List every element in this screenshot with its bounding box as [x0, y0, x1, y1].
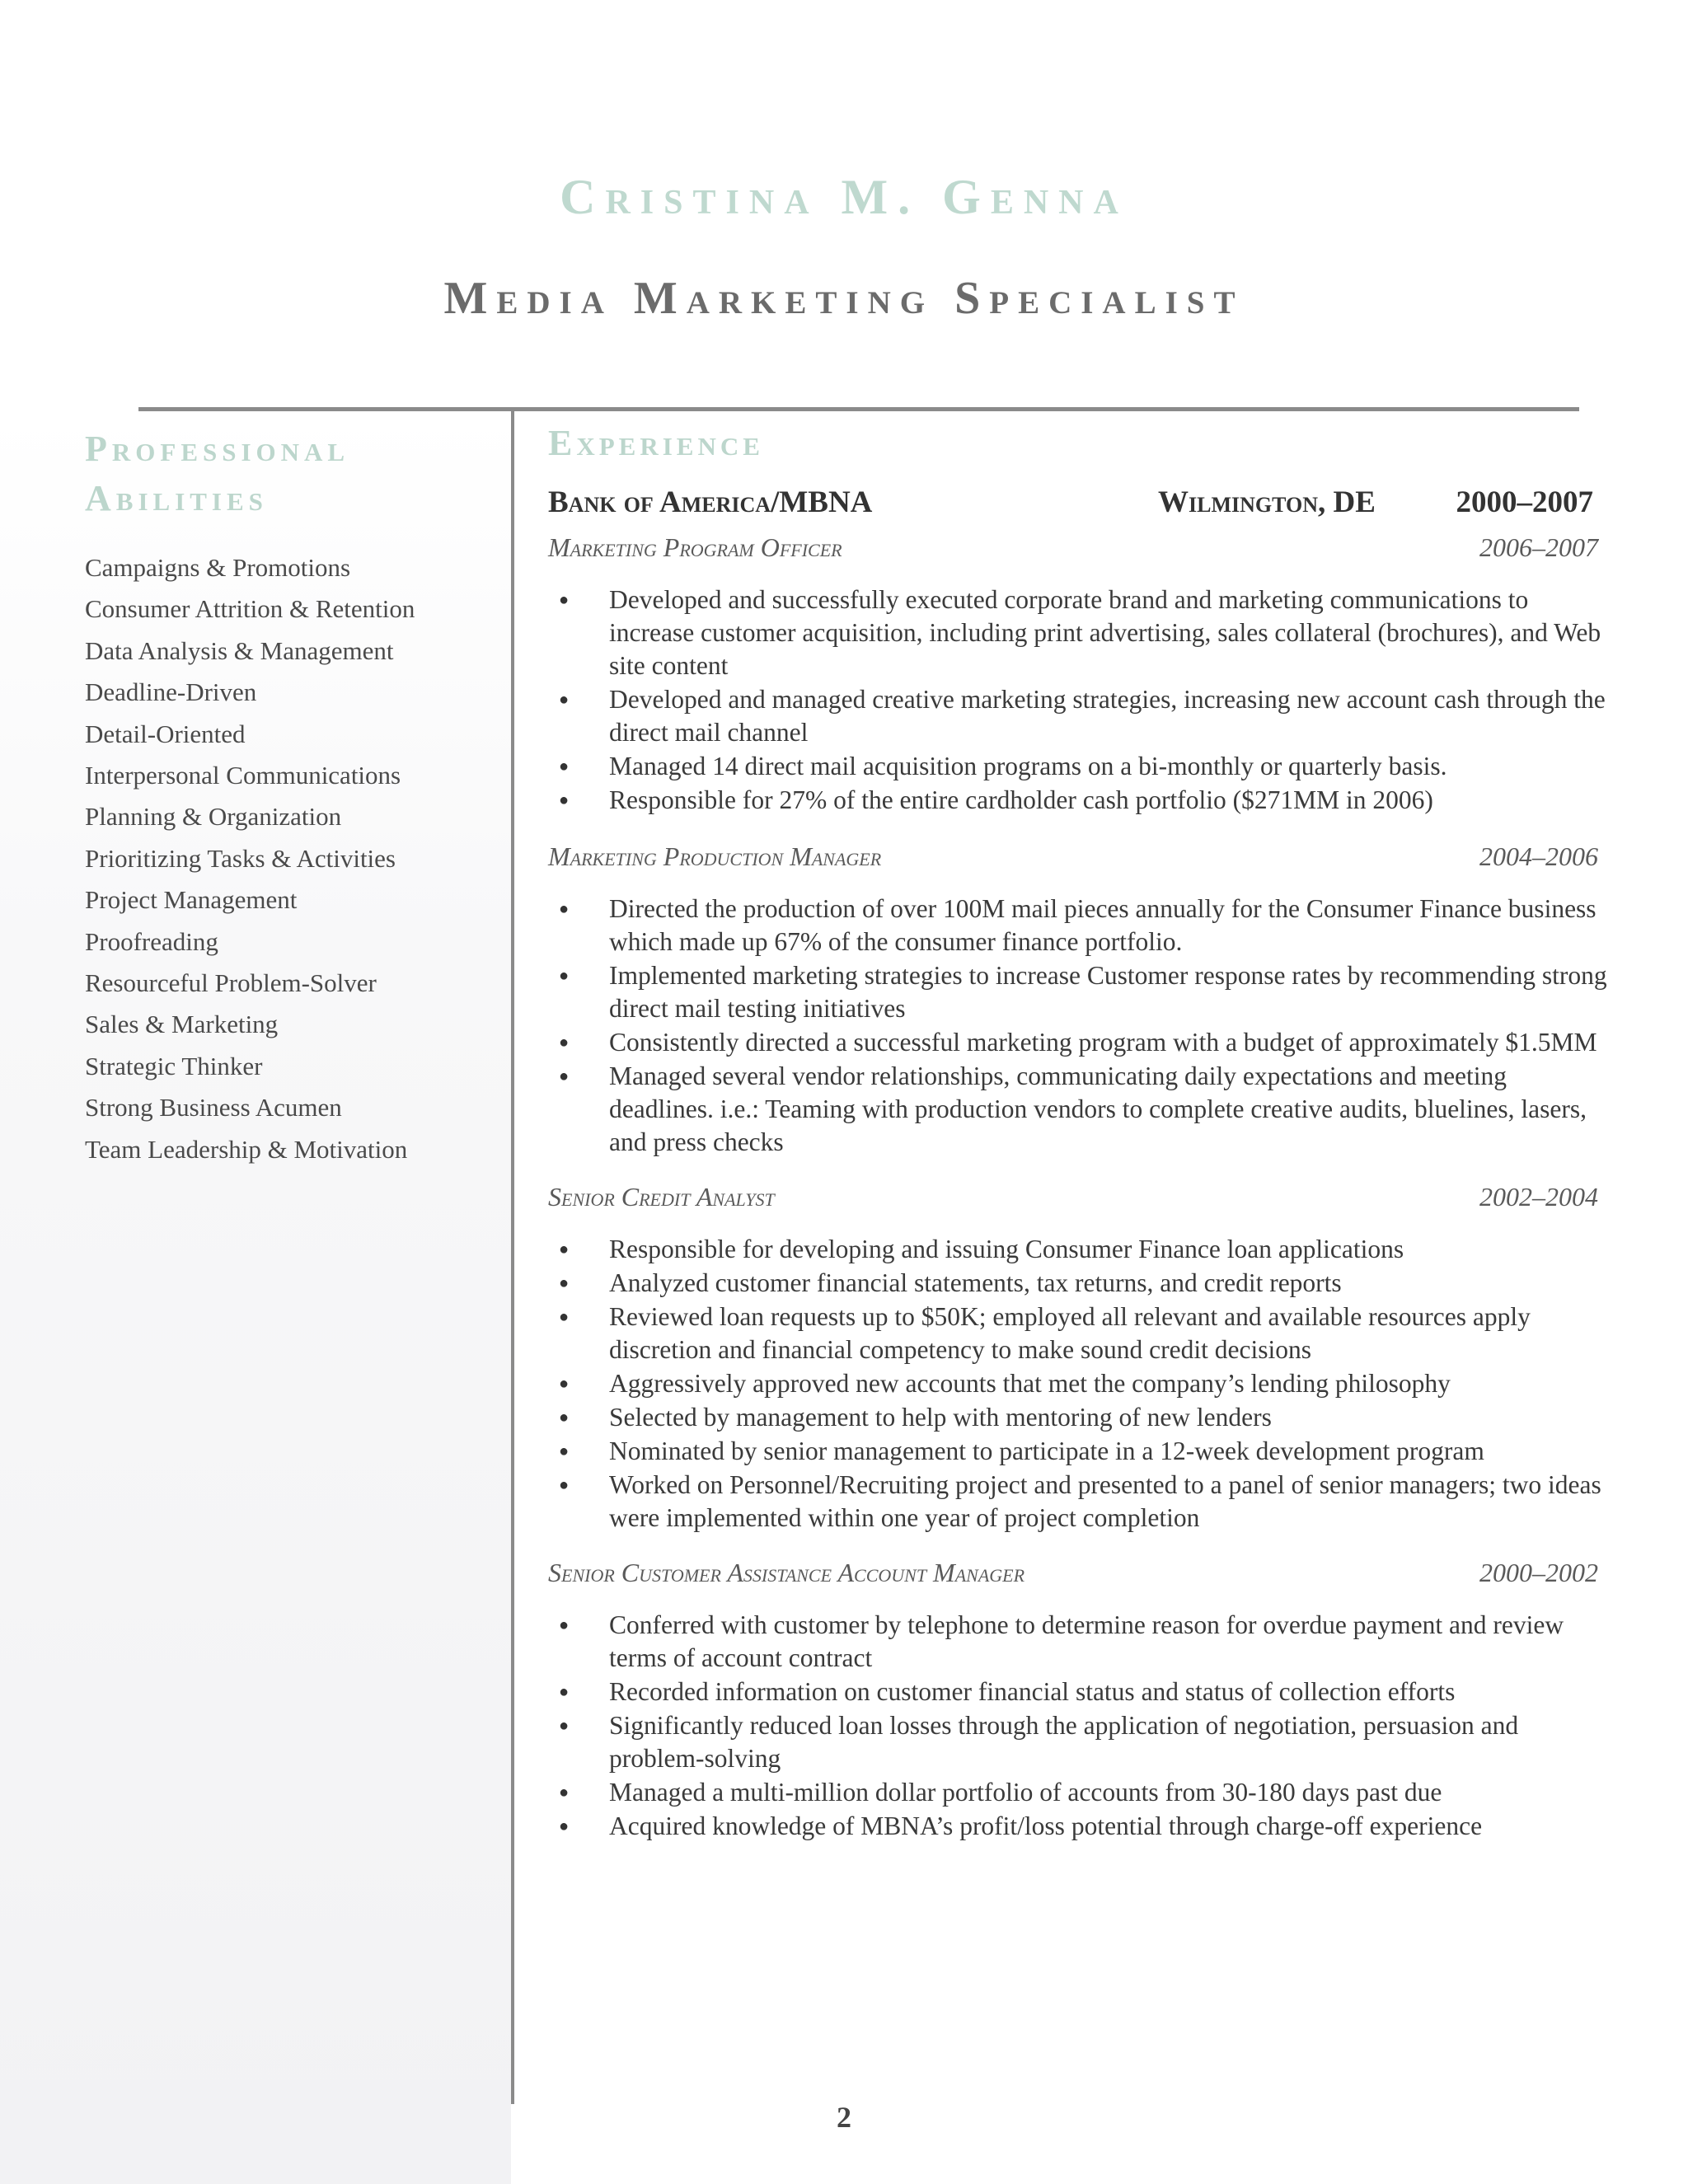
- company-location: Wilmington, DE: [1158, 485, 1376, 519]
- ability-item: Deadline-Driven: [85, 677, 257, 707]
- ability-item: Interpersonal Communications: [85, 761, 401, 790]
- ability-item: Campaigns & Promotions: [85, 553, 351, 582]
- job-bullets: [548, 1609, 1611, 1843]
- ability-item: Planning & Organization: [85, 802, 342, 832]
- job-dates: 2000–2002: [1479, 1558, 1598, 1587]
- experience-section: [548, 422, 1611, 1844]
- candidate-name: Cristina M. Genna: [560, 170, 1128, 224]
- job-title-headline: Media Marketing Specialist: [443, 273, 1245, 324]
- bullet-item: ● Managed 14 direct mail acquisition programs on a bi-monthly or quarterly basis.: [548, 750, 1611, 783]
- abilities-heading: Professional Abilities: [85, 429, 350, 518]
- ability-item: Detail-Oriented: [85, 719, 246, 748]
- header-divider: [138, 407, 1579, 411]
- bullet-item: ● Directed the production of over 100M mail pieces annually for the Consumer Finance business which made up 67% of the consumer finance portfolio.: [548, 893, 1611, 958]
- bullet-item: ● Significantly reduced loan losses through the application of negotiation, persuasion and problem-solving: [548, 1709, 1611, 1775]
- ability-item: Prioritizing Tasks & Activities: [85, 843, 396, 873]
- job-bullets: [548, 1233, 1611, 1535]
- bullet-item: ● Conferred with customer by telephone to determine reason for overdue payment and review terms of account contract: [548, 1609, 1611, 1675]
- ability-item: Data Analysis & Management: [85, 635, 394, 665]
- bullet-item: ● Aggressively approved new accounts that met the company’s lending philosophy: [548, 1367, 1611, 1400]
- job-dates: 2004–2006: [1479, 841, 1598, 871]
- bullet-item: ● Responsible for developing and issuing Consumer Finance loan applications: [548, 1233, 1611, 1266]
- ability-item: Project Management: [85, 885, 298, 915]
- job-bullets: [548, 583, 1611, 817]
- bullet-item: ● Worked on Personnel/Recruiting project and presented to a panel of senior managers; two ideas were implemented within one year of project completion: [548, 1469, 1611, 1535]
- job-header: [548, 532, 1611, 572]
- ability-item: Sales & Marketing: [85, 1010, 279, 1039]
- job-entry: [548, 841, 1611, 1159]
- bullet-item: ● Developed and managed creative marketing strategies, increasing new account cash through the direct mail channel: [548, 683, 1611, 749]
- bullet-item: ● Reviewed loan requests up to $50K; employed all relevant and available resources apply discretion and financial competency to make sound credit decisions: [548, 1301, 1611, 1366]
- ability-item: Strong Business Acumen: [85, 1093, 342, 1122]
- bullet-item: ● Managed several vendor relationships, communicating daily expectations and meeting deadlines. i.e.: Teaming with production vendors to complete creative audits, bluelines, lasers, and press checks: [548, 1060, 1611, 1159]
- job-header: [548, 1182, 1611, 1221]
- job-header: [548, 1558, 1611, 1597]
- ability-item: Strategic Thinker: [85, 1051, 263, 1080]
- job-header: [548, 841, 1611, 881]
- job-entry: [548, 1558, 1611, 1843]
- page-number: 2: [837, 2101, 851, 2134]
- company-name: Bank of America/MBNA: [548, 485, 873, 519]
- company-row: [548, 480, 1611, 537]
- bullet-item: ● Implemented marketing strategies to increase Customer response rates by recommending strong direct mail testing initiatives: [548, 959, 1611, 1025]
- bullet-item: ● Developed and successfully executed corporate brand and marketing communications to increase customer acquisition, including print advertising, sales collateral (brochures), and Web site content: [548, 583, 1611, 682]
- bullet-item: ● Consistently directed a successful marketing program with a budget of approximately $1.5MM: [548, 1026, 1611, 1059]
- ability-item: Resourceful Problem-Solver: [85, 968, 377, 998]
- bullet-item: ● Analyzed customer financial statements, tax returns, and credit reports: [548, 1267, 1611, 1300]
- bullet-item: ● Recorded information on customer financial status and status of collection efforts: [548, 1675, 1611, 1708]
- job-title: Senior Credit Analyst: [548, 1182, 775, 1212]
- column-divider: [511, 410, 514, 2104]
- job-dates: 2006–2007: [1479, 532, 1598, 562]
- abilities-list: [85, 547, 497, 1170]
- ability-item: Proofreading: [85, 926, 218, 956]
- bullet-item: ● Responsible for 27% of the entire cardholder cash portfolio ($271MM in 2006): [548, 784, 1611, 817]
- bullet-item: ● Acquired knowledge of MBNA’s profit/loss potential through charge-off experience: [548, 1810, 1611, 1843]
- job-entry: [548, 1182, 1611, 1535]
- job-entry: [548, 532, 1611, 817]
- job-title: Senior Customer Assistance Account Manager: [548, 1558, 1025, 1587]
- job-title: Marketing Production Manager: [548, 841, 882, 871]
- company-years: 2000–2007: [1456, 485, 1593, 519]
- ability-item: Consumer Attrition & Retention: [85, 594, 415, 624]
- job-bullets: [548, 893, 1611, 1159]
- job-title: Marketing Program Officer: [548, 532, 842, 562]
- job-dates: 2002–2004: [1479, 1182, 1598, 1212]
- ability-item: Team Leadership & Motivation: [85, 1134, 408, 1164]
- experience-heading: Experience: [548, 423, 764, 463]
- bullet-item: ● Selected by management to help with mentoring of new lenders: [548, 1401, 1611, 1434]
- bullet-item: ● Managed a multi-million dollar portfolio of accounts from 30-180 days past due: [548, 1776, 1611, 1809]
- bullet-item: ● Nominated by senior management to participate in a 12-week development program: [548, 1435, 1611, 1468]
